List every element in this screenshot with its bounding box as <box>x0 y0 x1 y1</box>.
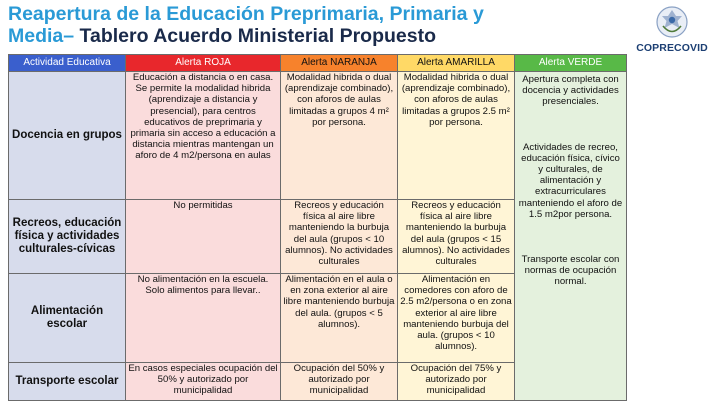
row-activity: Transporte escolar <box>9 363 126 401</box>
header-alert-green: Alerta VERDE <box>515 55 627 72</box>
slide-title <box>8 3 618 47</box>
cell-green-merged <box>515 72 627 401</box>
alert-dashboard-table <box>8 54 627 401</box>
row-activity: Docencia en grupos <box>9 72 126 200</box>
green-block-transport: Transporte escolar con normas de ocupación normal. <box>521 254 620 288</box>
cell-yellow: Recreos y educación física al aire libre manteniendo la burbuja del aula (grupos < 15 alumnos). No actividades culturales <box>398 200 515 274</box>
cell-red: No permitidas <box>126 200 281 274</box>
green-block-activities: Actividades de recreo, educación física, cívico y culturales, de alimentación y extracurriculares manteniendo el aforo de 1.5 m2por persona. <box>518 141 623 220</box>
row-activity: Recreos, educación física y actividades culturales-cívicas <box>9 200 126 274</box>
cell-yellow: Modalidad hibrida o dual (aprendizaje combinado), con aforos de aulas limitadas a grupos 2.5 m² por persona. <box>398 72 515 200</box>
header-row <box>9 55 627 72</box>
cell-red: En casos especiales ocupación del 50% y autorizado por municipalidad <box>126 363 281 401</box>
coat-of-arms-icon <box>655 4 689 40</box>
cell-red: No alimentación en la escuela. Solo alimentos para llevar.. <box>126 274 281 363</box>
row-activity: Alimentación escolar <box>9 274 126 363</box>
cell-orange: Recreos y educación física al aire libre manteniendo la burbuja del aula (grupos < 10 alumnos). No actividades culturales <box>281 200 398 274</box>
header-activity: Actividad Educativa <box>9 55 126 72</box>
title-line-2 <box>8 25 618 47</box>
green-block-opening: Apertura completa con docencia y actividades presenciales. <box>522 74 619 108</box>
header-alert-orange: Alerta NARANJA <box>281 55 398 72</box>
cell-orange: Ocupación del 50% y autorizado por municipalidad <box>281 363 398 401</box>
title-line-2-accent: Media– <box>8 25 75 47</box>
header-alert-yellow: Alerta AMARILLA <box>398 55 515 72</box>
coprecovid-logo <box>630 4 714 60</box>
table-row <box>9 72 627 200</box>
title-line-1: Reapertura de la Educación Preprimaria, Primaria y <box>8 3 484 25</box>
cell-yellow: Ocupación del 75% y autorizado por municipalidad <box>398 363 515 401</box>
header-alert-red: Alerta ROJA <box>126 55 281 72</box>
cell-red: Educación a distancia o en casa. Se permite la modalidad hibrida (aprendizaje a distancia y presencial), para centros educativos de preprimaria y primaria sin acceso a educación a distancia mientras mantengan un aforo de 4 m2/persona en aulas <box>126 72 281 200</box>
logo-label: COPRECOVID <box>636 42 708 54</box>
title-line-2-main: Tablero Acuerdo Ministerial Propuesto <box>74 25 437 47</box>
cell-yellow: Alimentación en comedores con aforo de 2.5 m2/persona o en zona exterior al aire libre manteniendo burbuja del aula. (grupos < 10 alumnos). <box>398 274 515 363</box>
cell-orange: Alimentación en el aula o en zona exterior al aire libre manteniendo burbuja del aula. (grupos < 5 alumnos). <box>281 274 398 363</box>
cell-orange: Modalidad hibrida o dual (aprendizaje combinado), con aforos de aulas limitadas a grupos 4 m² por persona. <box>281 72 398 200</box>
